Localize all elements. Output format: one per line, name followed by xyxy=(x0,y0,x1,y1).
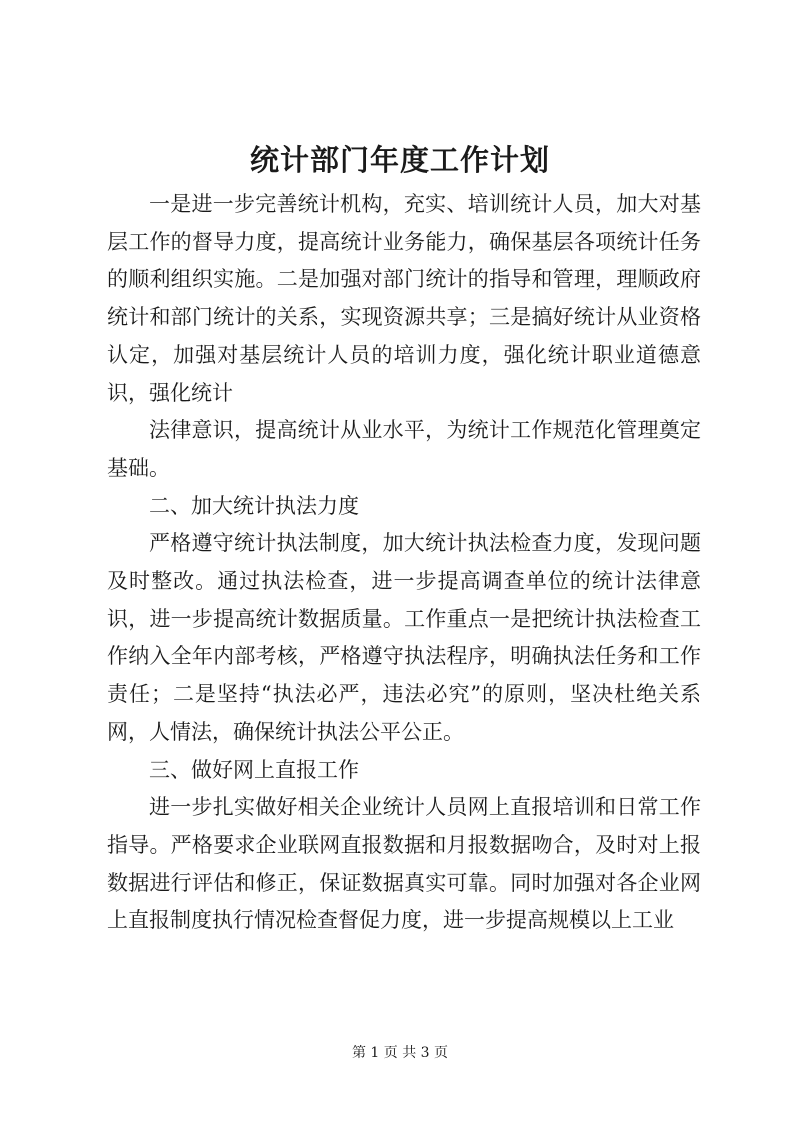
document-body xyxy=(107,186,701,940)
paragraph-4: 进一步扎实做好相关企业统计人员网上直报培训和日常工作指导。严格要求企业联网直报数据和月报数据吻合，及时对上报数据进行评估和修正，保证数据真实可靠。同时加强对各企业网上直报制度执行情况检查督促力度，进一步提高规模以上工业 xyxy=(107,795,701,933)
page-footer: 第 1 页 共 3 页 xyxy=(351,1045,449,1061)
paragraph-1: 一是进一步完善统计机构，充实、培训统计人员，加大对基层工作的督导力度，提高统计业务能力，确保基层各项统计任务的顺利组织实施。二是加强对部门统计的指导和管理，理顺政府统计和部门统计的关系，实现资源共享；三是搞好统计从业资格认定，加强对基层统计人员的培训力度，强化统计职业道德意识，强化统计 xyxy=(107,192,701,405)
paragraph-3: 严格遵守统计执法制度，加大统计执法检查力度，发现问题及时整改。通过执法检查，进一步提高调查单位的统计法律意识，进一步提高统计数据质量。工作重点一是把统计执法检查工作纳入全年内部考核，严格遵守执法程序，明确执法任务和工作责任；二是坚持“执法必严，违法必究”的原则，坚决杜绝关系网，人情法，确保统计执法公平公正。 xyxy=(107,531,701,744)
paragraph-2: 法律意识，提高统计从业水平，为统计工作规范化管理奠定基础。 xyxy=(107,418,701,480)
section-heading-3: 三、做好网上直报工作 xyxy=(149,757,359,782)
section-heading-2: 二、加大统计执法力度 xyxy=(149,493,359,518)
document-title: 统计部门年度工作计划 xyxy=(249,143,550,177)
